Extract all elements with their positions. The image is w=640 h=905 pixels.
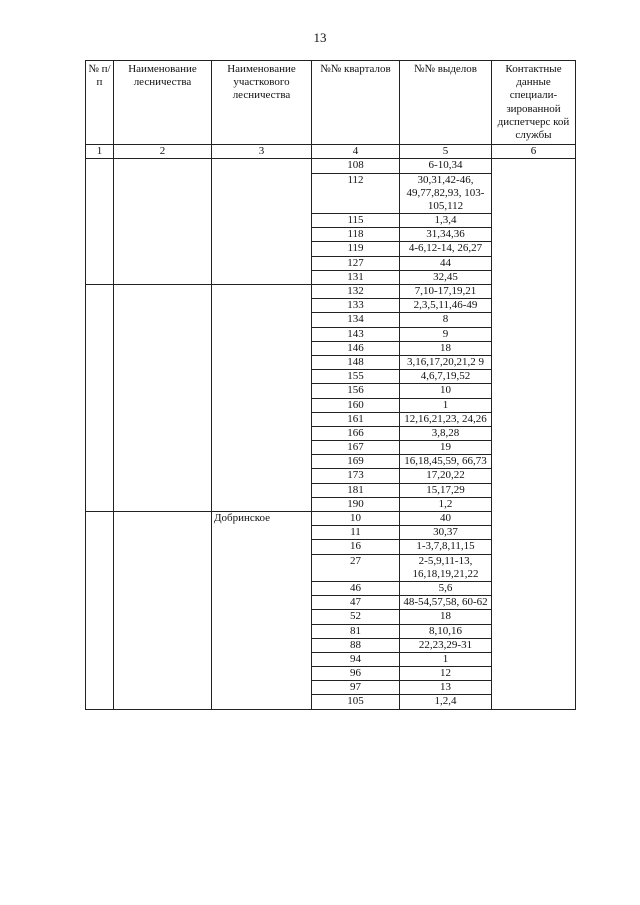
quarter-cell: 97 xyxy=(312,681,400,695)
section-cell: 2-5,9,11-13, 16,18,19,21,22 xyxy=(400,554,492,581)
table-row xyxy=(86,159,576,173)
quarter-cell: 47 xyxy=(312,596,400,610)
quarter-cell: 115 xyxy=(312,214,400,228)
quarter-cell: 46 xyxy=(312,581,400,595)
column-number: 3 xyxy=(212,145,312,159)
section-cell: 4,6,7,19,52 xyxy=(400,370,492,384)
quarter-cell: 146 xyxy=(312,341,400,355)
quarter-cell: 169 xyxy=(312,455,400,469)
section-cell: 12 xyxy=(400,667,492,681)
section-cell: 1,2,4 xyxy=(400,695,492,709)
quarter-cell: 112 xyxy=(312,173,400,214)
quarter-cell: 127 xyxy=(312,256,400,270)
column-number: 4 xyxy=(312,145,400,159)
header-sections: №№ выделов xyxy=(400,61,492,145)
column-number: 2 xyxy=(114,145,212,159)
section-cell: 32,45 xyxy=(400,270,492,284)
quarter-cell: 94 xyxy=(312,652,400,666)
quarter-cell: 167 xyxy=(312,441,400,455)
row-number-cell xyxy=(86,285,114,512)
page-number: 13 xyxy=(313,30,327,45)
quarter-cell: 118 xyxy=(312,228,400,242)
contact-data-cell xyxy=(492,159,576,709)
quarter-cell: 27 xyxy=(312,554,400,581)
section-cell: 1,2 xyxy=(400,497,492,511)
quarter-cell: 108 xyxy=(312,159,400,173)
quarter-cell: 132 xyxy=(312,285,400,299)
section-cell: 2,3,5,11,46-49 xyxy=(400,299,492,313)
section-cell: 1,3,4 xyxy=(400,214,492,228)
forestry-name-cell xyxy=(114,512,212,710)
section-cell: 40 xyxy=(400,512,492,526)
column-number: 1 xyxy=(86,145,114,159)
section-cell: 12,16,21,23, 24,26 xyxy=(400,412,492,426)
section-cell: 7,10-17,19,21 xyxy=(400,285,492,299)
section-cell: 3,16,17,20,21,2 9 xyxy=(400,355,492,369)
quarter-cell: 166 xyxy=(312,426,400,440)
quarter-cell: 143 xyxy=(312,327,400,341)
quarter-cell: 11 xyxy=(312,526,400,540)
row-number-cell xyxy=(86,159,114,285)
header-number: № п/п xyxy=(86,61,114,145)
section-cell: 1-3,7,8,11,15 xyxy=(400,540,492,554)
district-forestry-cell xyxy=(212,285,312,512)
quarter-cell: 155 xyxy=(312,370,400,384)
section-cell: 8 xyxy=(400,313,492,327)
quarter-cell: 52 xyxy=(312,610,400,624)
quarter-cell: 134 xyxy=(312,313,400,327)
section-cell: 31,34,36 xyxy=(400,228,492,242)
section-cell: 8,10,16 xyxy=(400,624,492,638)
column-number: 6 xyxy=(492,145,576,159)
quarter-cell: 119 xyxy=(312,242,400,256)
section-cell: 44 xyxy=(400,256,492,270)
forestry-table xyxy=(85,60,576,710)
header-district-forestry-name: Наименование участкового лесничества xyxy=(212,61,312,145)
quarter-cell: 161 xyxy=(312,412,400,426)
section-cell: 13 xyxy=(400,681,492,695)
section-cell: 5,6 xyxy=(400,581,492,595)
section-cell: 1 xyxy=(400,652,492,666)
section-cell: 9 xyxy=(400,327,492,341)
section-cell: 30,31,42-46, 49,77,82,93, 103-105,112 xyxy=(400,173,492,214)
section-cell: 48-54,57,58, 60-62 xyxy=(400,596,492,610)
quarter-cell: 181 xyxy=(312,483,400,497)
section-cell: 19 xyxy=(400,441,492,455)
column-number-row xyxy=(86,145,576,159)
table-header xyxy=(86,61,576,159)
section-cell: 15,17,29 xyxy=(400,483,492,497)
section-cell: 22,23,29-31 xyxy=(400,638,492,652)
section-cell: 30,37 xyxy=(400,526,492,540)
quarter-cell: 190 xyxy=(312,497,400,511)
quarter-cell: 156 xyxy=(312,384,400,398)
forestry-name-cell xyxy=(114,285,212,512)
quarter-cell: 96 xyxy=(312,667,400,681)
quarter-cell: 81 xyxy=(312,624,400,638)
section-cell: 10 xyxy=(400,384,492,398)
district-forestry-cell xyxy=(212,159,312,285)
section-cell: 16,18,45,59, 66,73 xyxy=(400,455,492,469)
header-forestry-name: Наименование лесничества xyxy=(114,61,212,145)
table-body xyxy=(86,159,576,709)
section-cell: 3,8,28 xyxy=(400,426,492,440)
quarter-cell: 16 xyxy=(312,540,400,554)
section-cell: 18 xyxy=(400,341,492,355)
section-cell: 6-10,34 xyxy=(400,159,492,173)
quarter-cell: 88 xyxy=(312,638,400,652)
forestry-name-cell xyxy=(114,159,212,285)
column-number: 5 xyxy=(400,145,492,159)
quarter-cell: 148 xyxy=(312,355,400,369)
header-quarters: №№ кварталов xyxy=(312,61,400,145)
quarter-cell: 105 xyxy=(312,695,400,709)
section-cell: 1 xyxy=(400,398,492,412)
section-cell: 18 xyxy=(400,610,492,624)
section-cell: 4-6,12-14, 26,27 xyxy=(400,242,492,256)
quarter-cell: 160 xyxy=(312,398,400,412)
district-forestry-cell: Добринское xyxy=(212,512,312,710)
quarter-cell: 131 xyxy=(312,270,400,284)
section-cell: 17,20,22 xyxy=(400,469,492,483)
header-contact-data: Контактные данные специали-зированной диспетчерс кой службы xyxy=(492,61,576,145)
row-number-cell xyxy=(86,512,114,710)
quarter-cell: 10 xyxy=(312,512,400,526)
quarter-cell: 173 xyxy=(312,469,400,483)
quarter-cell: 133 xyxy=(312,299,400,313)
